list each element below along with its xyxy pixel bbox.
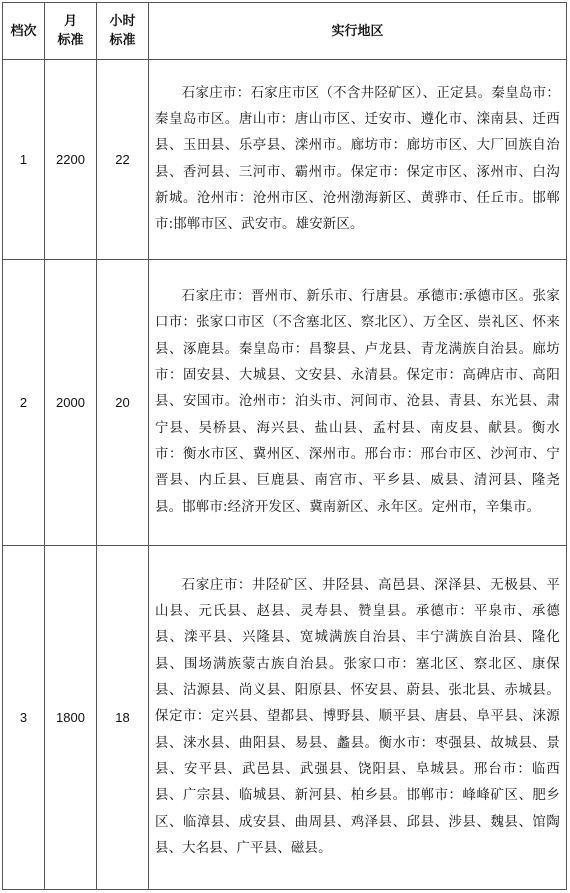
- region-cell: 石家庄市：井陉矿区、井陉县、高邑县、深泽县、无极县、平山县、元氏县、赵县、灵寿县、赞皇县。承德市：平泉市、承德县、滦平县、兴隆县、宽城满族自治县、丰宁满族自治县、隆化县、围场满族蒙古族自治县。张家口市：塞北区、察北区、康保县、沽源县、尚义县、阳原县、怀安县、蔚县、张北县、赤城县。保定市：定兴县、望都县、博野县、顺平县、唐县、阜平县、涞源县、涞水县、曲阳县、易县、蠡县。衡水市：枣强县、故城县、景县、安平县、武邑县、武强县、饶阳县、阜城县。邢台市：临西县、广宗县、临城县、新河县、柏乡县。邯郸市：峰峰矿区、肥乡区、临漳县、成安县、曲周县、鸡泽县、邱县、涉县、魏县、馆陶县、大名县、广平县、磁县。: [149, 546, 567, 890]
- table-row: [3, 60, 567, 260]
- table-row: [3, 546, 567, 890]
- hourly-standard-cell: 22: [97, 60, 149, 260]
- monthly-standard-cell: 2000: [45, 260, 97, 546]
- tier-cell: 3: [3, 546, 45, 890]
- region-cell: 石家庄市：晋州市、新乐市、行唐县。承德市:承德市区。张家口市：张家口市区（不含塞北区、察北区）、万全区、崇礼区、怀来县、涿鹿县。秦皇岛市：昌黎县、卢龙县、青龙满族自治县。廊坊市：固安县、大城县、文安县、永清县。保定市：高碑店市、高阳县、安国市。沧州市：泊头市、河间市、沧县、青县、东光县、肃宁县、吴桥县、海兴县、盐山县、孟村县、南皮县、献县。衡水市：衡水市区、冀州区、深州市。邢台市：邢台市区、沙河市、宁晋县、内丘县、巨鹿县、南宫市、平乡县、威县、清河县、隆尧县。邯郸市:经济开发区、冀南新区、永年区。定州市，辛集市。: [149, 260, 567, 546]
- header-monthly: 月 标准: [45, 3, 97, 60]
- header-row: [3, 3, 567, 60]
- table-row: [3, 260, 567, 546]
- monthly-standard-cell: 2200: [45, 60, 97, 260]
- header-hourly: 小时 标准: [97, 3, 149, 60]
- hourly-standard-cell: 20: [97, 260, 149, 546]
- minimum-wage-table: [2, 2, 567, 890]
- hourly-standard-cell: 18: [97, 546, 149, 890]
- tier-cell: 2: [3, 260, 45, 546]
- header-region: 实行地区: [149, 3, 567, 60]
- header-tier: 档次: [3, 3, 45, 60]
- tier-cell: 1: [3, 60, 45, 260]
- region-cell: 石家庄市：石家庄市区（不含井陉矿区）、正定县。秦皇岛市：秦皇岛市区。唐山市：唐山市区、迁安市、遵化市、滦南县、迁西县、玉田县、乐亭县、滦州市。廊坊市：廊坊市区、大厂回族自治县、香河县、三河市、霸州市。保定市：保定市区、涿州市、白沟新城。沧州市：沧州市区、沧州渤海新区、黄骅市、任丘市。邯郸市:邯郸市区、武安市。雄安新区。: [149, 60, 567, 260]
- monthly-standard-cell: 1800: [45, 546, 97, 890]
